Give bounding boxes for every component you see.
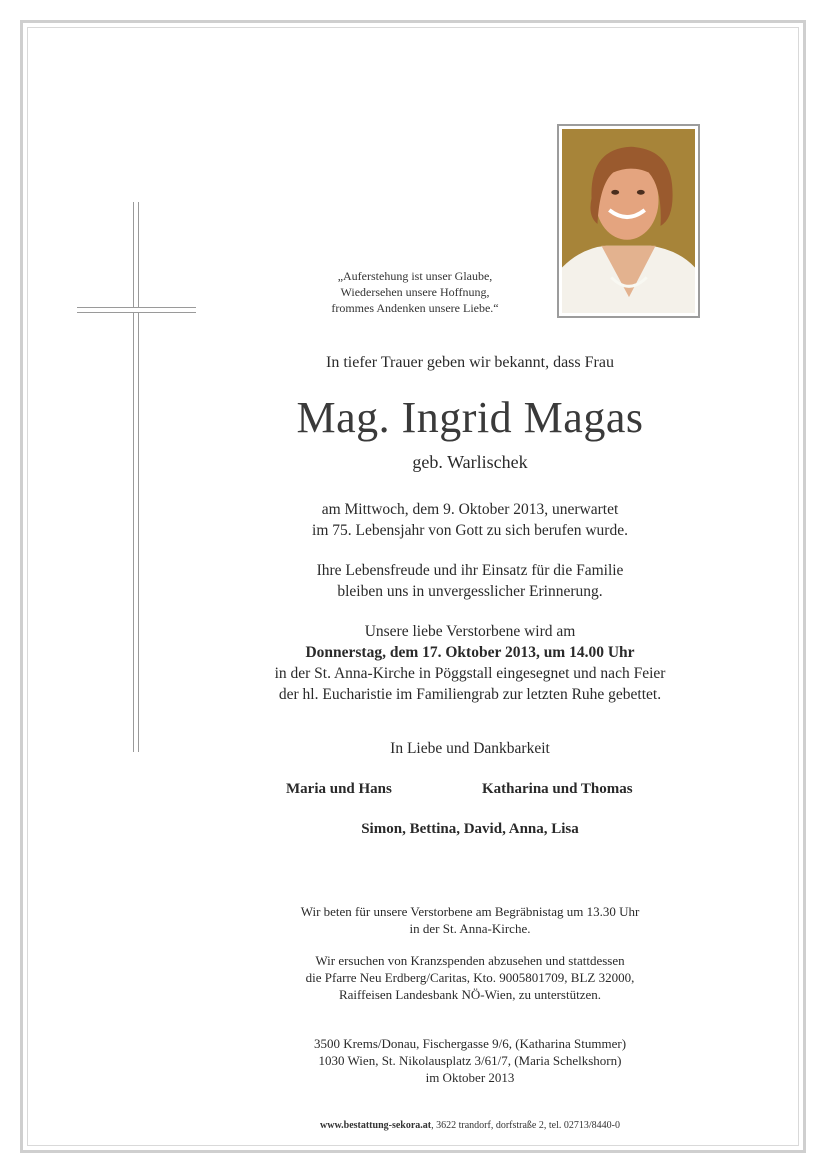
announcement-intro: In tiefer Trauer geben wir bekannt, dass Frau (326, 354, 614, 371)
prayer-line: Wir beten für unsere Verstorbene am Begräbnistag um 13.30 Uhr (300, 904, 640, 919)
death-notice-line: im 75. Lebensjahr von Gott zu sich berufen wurde. (312, 522, 628, 539)
cross-horizontal-beam (77, 307, 196, 313)
memorial-quote (290, 268, 540, 316)
death-notice-line: am Mittwoch, dem 9. Oktober 2013, unerwartet (321, 501, 619, 518)
family-right: Katharina und Thomas (482, 781, 633, 797)
donation-line: Raiffeisen Landesbank NÖ-Wien, zu unterstützen. (338, 987, 602, 1002)
address-line: 3500 Krems/Donau, Fischergasse 9/6, (Katharina Stummer) (313, 1036, 627, 1051)
death-notice (200, 499, 740, 541)
funeral-home-website: www.bestattung-sekora.at (320, 1120, 432, 1131)
closing-phrase: In Liebe und Dankbarkeit (390, 740, 550, 757)
funeral-home-footer (200, 1120, 740, 1131)
portrait-photo (557, 124, 700, 318)
funeral-line: Unsere liebe Verstorbene wird am (364, 623, 576, 640)
funeral-date-time: Donnerstag, dem 17. Oktober 2013, um 14.00 Uhr (305, 644, 635, 661)
donation-line: Wir ersuchen von Kranzspenden abzusehen und stattdessen (315, 953, 625, 968)
prayer-line: in der St. Anna-Kirche. (409, 921, 531, 936)
quote-line: „Auferstehung ist unser Glaube, (337, 269, 493, 283)
birth-name: geb. Warlischek (412, 452, 528, 472)
address-date: im Oktober 2013 (425, 1070, 515, 1085)
donation-note (200, 952, 740, 1003)
donation-line: die Pfarre Neu Erdberg/Caritas, Kto. 9005801709, BLZ 32000, (305, 970, 635, 985)
portrait-image (562, 129, 695, 313)
family-left: Maria und Hans (286, 781, 392, 797)
memory-line: Ihre Lebensfreude und ihr Einsatz für die Familie (316, 562, 624, 579)
funeral-line: der hl. Eucharistie im Familiengrab zur letzten Ruhe gebettet. (278, 686, 662, 703)
funeral-home-details: , 3622 trandorf, dorfstraße 2, tel. 02713/8440-0 (431, 1120, 620, 1131)
prayer-note (200, 903, 740, 937)
funeral-details (200, 621, 740, 705)
address-line: 1030 Wien, St. Nikolausplatz 3/61/7, (Maria Schelkshorn) (318, 1053, 622, 1068)
funeral-line: in der St. Anna-Kirche in Pöggstall eingesegnet und nach Feier (274, 665, 666, 682)
memory-text (200, 560, 740, 602)
cross-vertical-beam (133, 202, 139, 752)
quote-line: Wiedersehen unsere Hoffnung, (340, 285, 490, 299)
family-addresses (200, 1035, 740, 1086)
deceased-name: Mag. Ingrid Magas (296, 393, 644, 442)
grandchildren: Simon, Bettina, David, Anna, Lisa (361, 821, 579, 837)
quote-line: frommes Andenken unsere Liebe.“ (331, 301, 499, 315)
memory-line: bleiben uns in unvergesslicher Erinnerung. (337, 583, 603, 600)
